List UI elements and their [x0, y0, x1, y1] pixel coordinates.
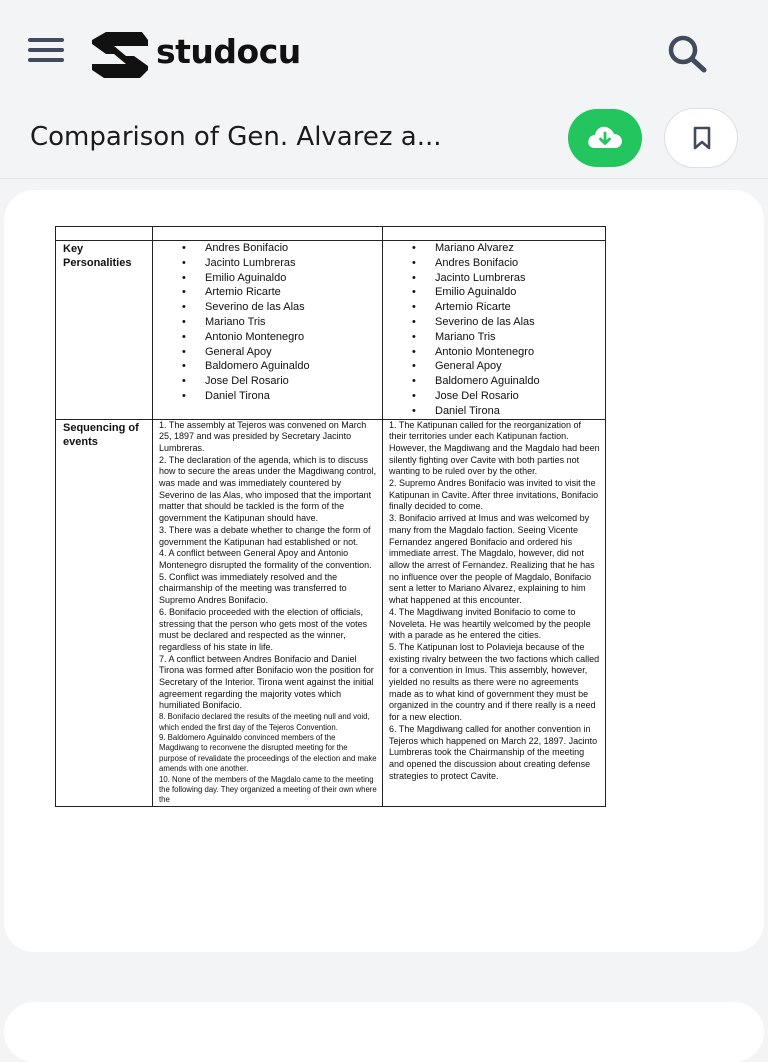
- document-page: [4, 190, 764, 952]
- list-item: • Mariano Alvarez: [383, 241, 605, 256]
- list-item: • Severino de las Alas: [153, 300, 382, 315]
- list-item: • Daniel Tirona: [153, 389, 382, 404]
- event-paragraph: 6. Bonifacio proceeded with the election of officials, stressing that the person who gets most of the votes must be declared and respected as the winner, regardless of his state in life.: [159, 606, 368, 652]
- list-item: • Andres Bonifacio: [383, 256, 605, 271]
- event-paragraph: 7. A conflict between Andres Bonifacio and Daniel Tirona was formed after Bonifacio won the position for Secretary of the Interior. Tirona went against the initial agreement regarding the majority votes which humiliated Bonifacio.: [159, 653, 374, 711]
- brand-name: studocu: [156, 32, 301, 71]
- document-title-bar: [0, 104, 768, 179]
- event-paragraph: 8. Bonifacio declared the results of the meeting null and void, which ended the first day of the Tejeros Convention.: [159, 712, 370, 732]
- table-cell: [383, 241, 606, 420]
- table-row: [56, 419, 606, 806]
- list-item: • Antonio Montenegro: [383, 345, 605, 360]
- event-paragraph: 3. There was a debate whether to change the form of government the Katipunan had established or not.: [159, 524, 371, 547]
- row-label: Key Personalities: [56, 241, 153, 420]
- events-cell: [383, 419, 606, 806]
- personality-list: [153, 241, 382, 404]
- hamburger-menu-icon[interactable]: [28, 38, 64, 68]
- document-title: Comparison of Gen. Alvarez a...: [30, 122, 442, 152]
- list-item: • General Apoy: [383, 359, 605, 374]
- table-header-row: [56, 227, 606, 241]
- events-cell: [153, 419, 383, 806]
- table-cell: [153, 241, 383, 420]
- list-item: • Jacinto Lumbreras: [383, 271, 605, 286]
- list-item: • Jacinto Lumbreras: [153, 256, 382, 271]
- list-item: • Baldomero Aguinaldo: [383, 374, 605, 389]
- event-paragraph: 1. The Katipunan called for the reorganization of their territories under each Katipunan faction. However, the Magdiwang and the Magdalo had been silently fighting over Cavite with both parties not wanting to be ruled over by the other.: [389, 419, 600, 477]
- list-item: • Severino de las Alas: [383, 315, 605, 330]
- list-item: • Antonio Montenegro: [153, 330, 382, 345]
- comparison-table: [55, 226, 606, 807]
- list-item: • Andres Bonifacio: [153, 241, 382, 256]
- event-paragraph: 6. The Magdiwang called for another convention in Tejeros which happened on March 22, 1897. Jacinto Lumbreras took the Chairmanship of the meeting and opened the discussion about creating defense strategies to protect Cavite.: [389, 723, 598, 781]
- cloud-download-icon: [585, 120, 625, 156]
- studocu-logo-mark-icon: [92, 32, 148, 78]
- list-item: • General Apoy: [153, 345, 382, 360]
- event-paragraph: 2. The declaration of the agenda, which is to discuss how to secure the areas under the Magdiwang control, was made and was immediately countered by Severino de las Alas, who imposed that the important matter that should be tackled is the form of the government the Katipunan should have.: [159, 454, 377, 524]
- row-label: Sequencing of events: [56, 419, 153, 806]
- list-item: • Jose Del Rosario: [383, 389, 605, 404]
- download-button[interactable]: [568, 109, 642, 167]
- event-paragraph: 4. The Magdiwang invited Bonifacio to come to Noveleta. He was heartily welcomed by the people with a parade as he entered the cities.: [389, 606, 591, 641]
- table-header-cell: [56, 227, 153, 241]
- save-bookmark-button[interactable]: [664, 108, 738, 168]
- event-paragraph: 3. Bonifacio arrived at Imus and was welcomed by many from the Magdalo faction. Seeing Vicente Fernandez angered Bonifacio and ordered his immediate arrest. The Magdalo, however, did not allow the arrest of Fernandez. Realizing that he has no influence over the people of Magdalo, Bonifacio sent a letter to Mariano Alvarez, explaining to him what happened at this encounter.: [389, 513, 595, 606]
- event-paragraph: 10. None of the members of the Magdalo came to the meeting the following day. They organized a meeting of their own where the: [159, 774, 377, 805]
- list-item: • Mariano Tris: [153, 315, 382, 330]
- table-row: [56, 241, 606, 420]
- event-paragraph: 9. Baldomero Aguinaldo convinced members of the Magdiwang to reconvene the disrupted meeting for the purpose of revalidate the proceedings of the election and make amends with one another.: [159, 732, 377, 774]
- event-paragraph: 5. Conflict was immediately resolved and the chairmanship of the meeting was transferred to Supremo Andres Bonifacio.: [159, 571, 347, 606]
- table-header-cell: [383, 227, 606, 241]
- top-bar: [0, 0, 768, 104]
- list-item: • Emilio Aguinaldo: [383, 285, 605, 300]
- list-item: • Baldomero Aguinaldo: [153, 359, 382, 374]
- list-item: • Jose Del Rosario: [153, 374, 382, 389]
- list-item: • Daniel Tirona: [383, 404, 605, 419]
- list-item: • Artemio Ricarte: [383, 300, 605, 315]
- list-item: • Emilio Aguinaldo: [153, 271, 382, 286]
- event-paragraph: 2. Supremo Andres Bonifacio was invited to visit the Katipunan in Cavite. After three invitations, Bonifacio finally decided to come.: [389, 478, 599, 512]
- next-document-page: [4, 1002, 764, 1062]
- event-paragraph: 5. The Katipunan lost to Polavieja because of the existing rivalry between the two factions which called for a convention in Imus. This assembly, however, yielded no results as there were no agreements made as to what kind of government they must be organized in the country and if there really is a need for a new election.: [389, 641, 600, 723]
- event-paragraph: 1. The assembly at Tejeros was convened on March 25, 1897 and was presided by Secretary Jacinto Lumbreras.: [159, 419, 367, 453]
- search-icon[interactable]: [664, 34, 712, 74]
- personality-list: [383, 241, 605, 419]
- table-header-cell: [153, 227, 383, 241]
- event-paragraph: 4. A conflict between General Apoy and Antonio Montenegro disrupted the formality of the convention.: [159, 548, 372, 570]
- list-item: • Artemio Ricarte: [153, 285, 382, 300]
- bookmark-icon: [692, 126, 712, 150]
- list-item: • Mariano Tris: [383, 330, 605, 345]
